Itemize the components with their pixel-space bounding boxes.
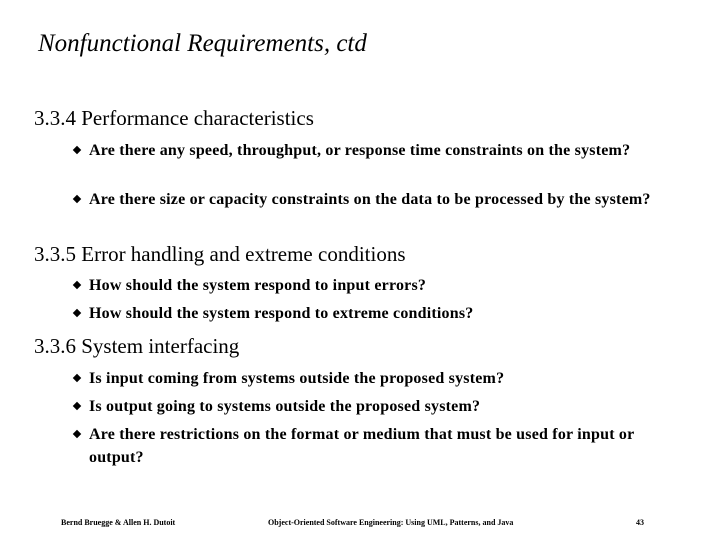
bullet-text: Are there size or capacity constraints on the data to be processed by the system? [89,191,651,208]
section-heading-error-handling: 3.3.5 Error handling and extreme conditions [34,242,406,266]
diamond-bullet-icon [73,309,81,317]
slide-title: Nonfunctional Requirements, ctd [38,30,367,57]
bullet-text: Is input coming from systems outside the proposed system? [89,370,505,387]
bullet-item [74,274,684,297]
diamond-bullet-icon [73,430,81,438]
bullet-item [74,188,684,211]
bullet-text: How should the system respond to extreme conditions? [89,305,474,322]
section-heading-system-interfacing: 3.3.6 System interfacing [34,334,240,358]
section-heading-performance: 3.3.4 Performance characteristics [34,106,314,130]
bullet-item [74,423,684,469]
bullet-item [74,395,684,418]
bullet-text: Is output going to systems outside the proposed system? [89,398,481,415]
bullet-item [74,139,684,162]
bullet-text: Are there any speed, throughput, or response time constraints on the system? [89,142,631,159]
footer-authors: Bernd Bruegge & Allen H. Dutoit [61,518,176,527]
bullet-item [74,302,684,325]
diamond-bullet-icon [73,281,81,289]
diamond-bullet-icon [73,146,81,154]
diamond-bullet-icon [73,402,81,410]
footer-book-title: Object-Oriented Software Engineering: Using UML, Patterns, and Java [268,518,514,527]
bullet-text: How should the system respond to input errors? [89,277,427,294]
footer-page-number: 43 [636,518,644,527]
diamond-bullet-icon [73,195,81,203]
bullet-text: Are there restrictions on the format or medium that must be used for input or output? [89,426,635,466]
bullet-item [74,367,684,390]
diamond-bullet-icon [73,374,81,382]
